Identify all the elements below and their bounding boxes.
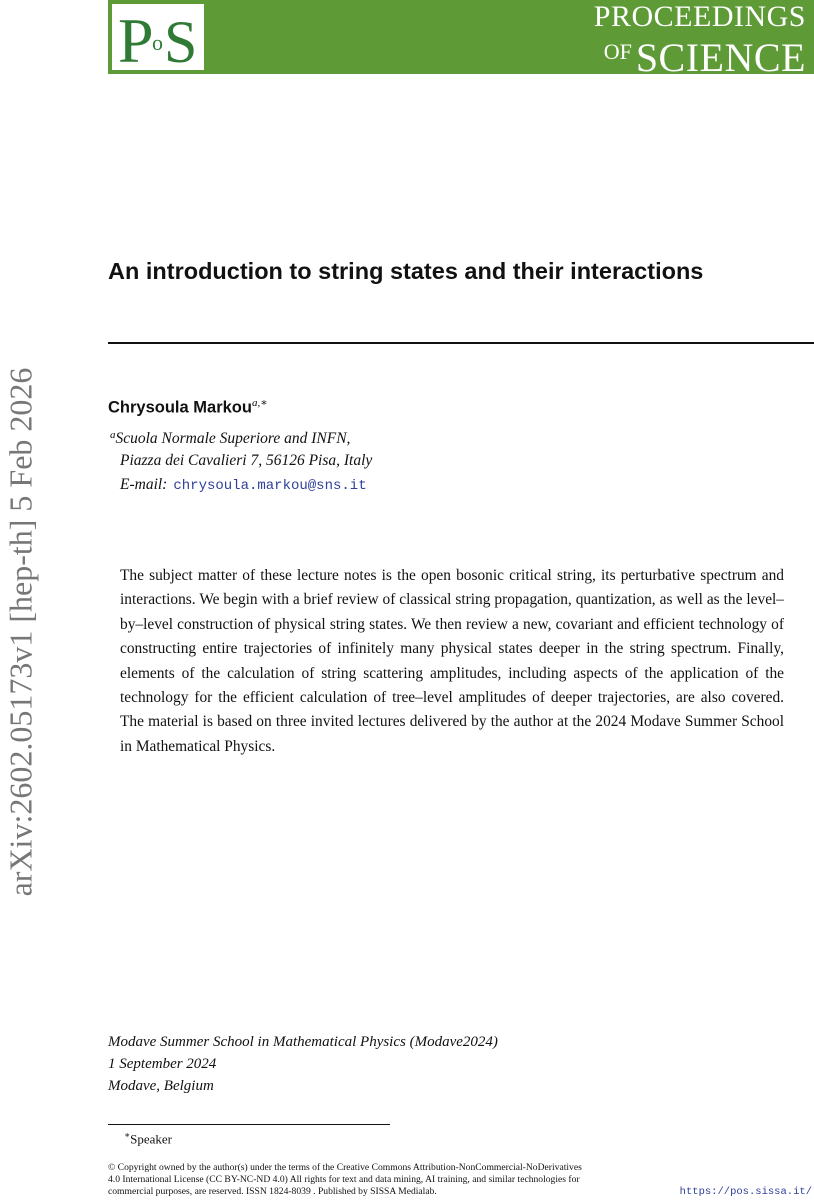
copyright-notice <box>108 1162 608 1198</box>
series-title-line1: PROCEEDINGS <box>593 0 806 33</box>
copyright-line3: commercial purposes, are reserved. ISSN 1824-8039 . Published by SISSA Medialab. <box>108 1186 437 1197</box>
author-name: Chrysoula Markou <box>108 398 252 417</box>
pos-logo-graphic <box>112 4 204 70</box>
pos-banner <box>108 0 814 80</box>
affiliation <box>110 424 510 472</box>
email-label: E-mail: <box>120 476 168 493</box>
footnote <box>124 1130 172 1147</box>
copyright-line1: © Copyright owned by the author(s) under the terms of the Creative Commons Attribution-NonCommercial-NoDerivatives <box>108 1162 582 1173</box>
footnote-text: Speaker <box>130 1131 172 1147</box>
series-of: OF <box>603 39 632 64</box>
series-science: SCIENCE <box>635 35 806 80</box>
svg-text:o: o <box>152 30 163 55</box>
conference-info <box>108 1031 608 1097</box>
author-line <box>108 396 268 418</box>
footnote-mark: ∗ <box>124 1130 131 1140</box>
paper-title: An introduction to string states and their interactions <box>108 258 704 284</box>
author-marks: a,∗ <box>251 397 268 409</box>
series-title-line2 <box>604 32 806 87</box>
footnote-rule <box>108 1124 390 1125</box>
conference-date: 1 September 2024 <box>108 1056 217 1072</box>
email-line <box>120 476 367 494</box>
title-rule <box>108 342 814 344</box>
pos-logo <box>112 4 204 70</box>
pos-url-link[interactable]: https://pos.sissa.it/ <box>679 1186 812 1198</box>
conference-place: Modave, Belgium <box>108 1078 214 1094</box>
email-link[interactable]: chrysoula.markou@sns.it <box>173 478 367 494</box>
conference-name: Modave Summer School in Mathematical Physics (Modave2024) <box>108 1034 498 1050</box>
abstract: The subject matter of these lecture notes is the open bosonic critical string, its perturbative spectrum and interactions. We begin with a brief review of classical string propagation, quantization, as well as the level–by–level construction of physical string states. We then review a new, covariant and efficient technology of constructing entire trajectories of infinitely many physical states deeper in the string spectrum. Finally, elements of the calculation of string scattering amplitudes, including aspects of the application of the technology for the efficient calculation of tree–level amplitudes of deeper trajectories, are also covered. The material is based on three invited lectures delivered by the author at the 2024 Modave Summer School in Mathematical Physics. <box>120 567 784 755</box>
svg-text:P: P <box>118 5 154 70</box>
affiliation-line1: Scuola Normale Superiore and INFN, <box>115 430 351 447</box>
affiliation-mark: a <box>110 429 116 441</box>
copyright-line2: 4.0 International License (CC BY-NC-ND 4.0) All rights for text and data mining, AI training, and similar technologies for <box>108 1174 580 1185</box>
arxiv-identifier: arXiv:2602.05173v1 [hep-th] 5 Feb 2026 <box>2 367 39 897</box>
arxiv-stamp <box>0 0 40 1200</box>
affiliation-line2: Piazza dei Cavalieri 7, 56126 Pisa, Italy <box>120 452 373 469</box>
svg-text:S: S <box>164 9 198 70</box>
